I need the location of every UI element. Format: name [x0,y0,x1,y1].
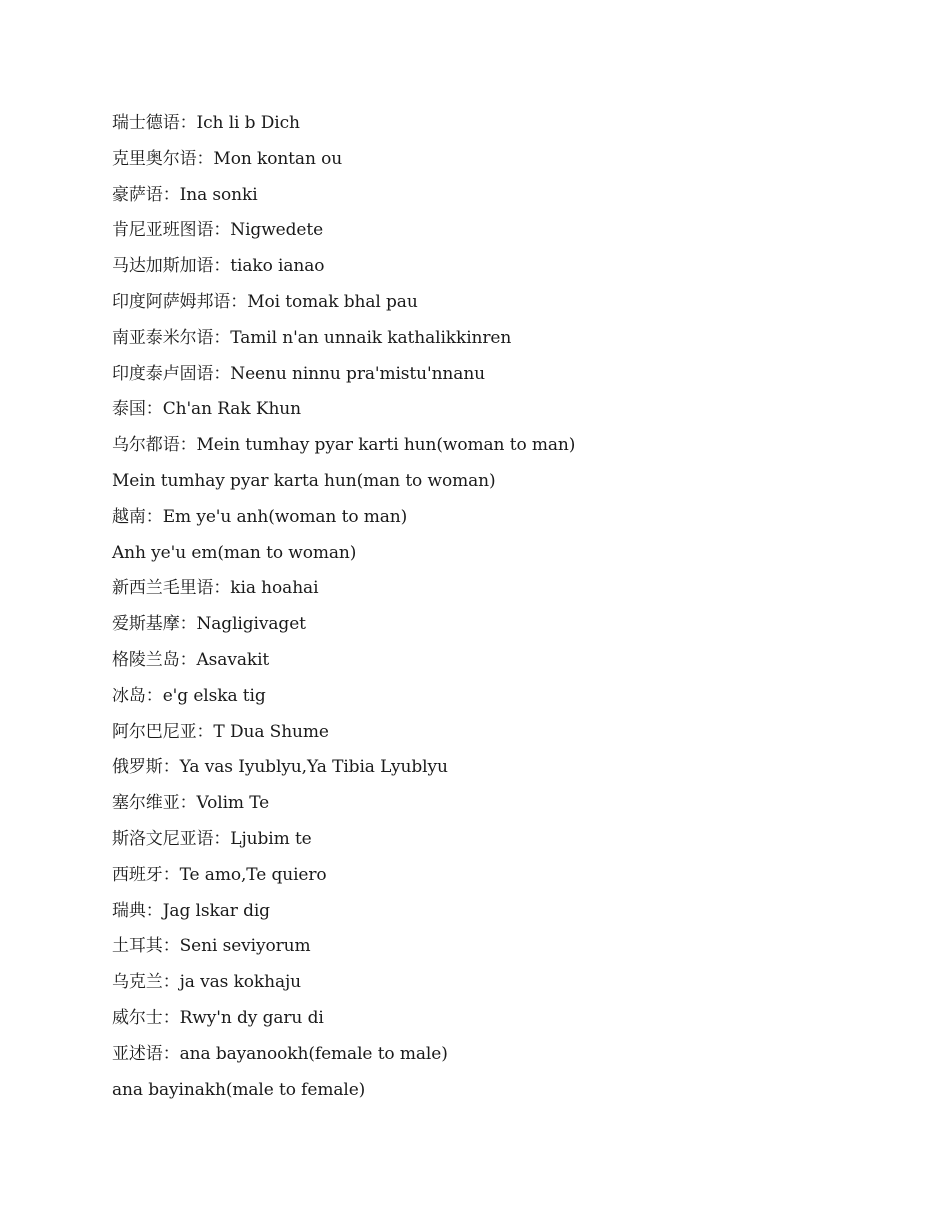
text-line-albania: 阿尔巴尼亚：T Dua Shume [112,721,329,742]
text-line-ukraine: 乌克兰：ja vas kokhaju [112,972,302,993]
text-line-creole: 克里奥尔语：Mon kontan ou [112,148,343,169]
text-line-iceland: 冰岛：e'g elska tig [112,685,266,706]
text-line-greenland: 格陵兰岛：Asavakit [112,649,270,670]
document-body [112,106,872,1108]
text-line-malagasy: 马达加斯加语：tiako ianao [112,256,325,277]
text-line-assamese: 印度阿萨姆邦语：Moi tomak bhal pau [112,291,418,312]
text-line-slovenian: 斯洛文尼亚语：Ljubim te [112,828,312,849]
text-line-sweden: 瑞典：Jag lskar dig [112,900,270,921]
text-line-swiss-german: 瑞士德语：Ich li b Dich [112,113,300,133]
text-line-tamil: 南亚泰米尔语：Tamil n'an unnaik kathalikkinren [112,327,512,348]
text-line-turkey: 土耳其：Seni seviyorum [112,936,311,957]
text-line-serbia: 塞尔维亚：Volim Te [112,793,270,814]
text-line-eskimo: 爱斯基摩：Nagligivaget [112,614,306,635]
text-line-kenyan-bantu: 肯尼亚班图语：Nigwedete [112,220,324,241]
text-line-thai: 泰国：Ch'an Rak Khun [112,399,301,420]
text-line-vietnamese-continued: Anh ye'u em(man to woman) [112,542,357,563]
text-line-spain: 西班牙：Te amo,Te quiero [112,864,327,885]
text-line-hausa: 豪萨语：Ina sonki [112,184,258,205]
text-line-telugu: 印度泰卢固语：Neenu ninnu pra'mistu'nnanu [112,363,486,384]
text-line-assyrian-continued: ana bayinakh(male to female) [112,1079,366,1100]
text-line-urdu-continued: Mein tumhay pyar karta hun(man to woman) [112,470,496,491]
text-line-wales: 威尔士：Rwy'n dy garu di [112,1007,324,1028]
text-line-russia: 俄罗斯：Ya vas Iyublyu,Ya Tibia Lyublyu [112,757,448,778]
text-line-maori: 新西兰毛里语：kia hoahai [112,578,319,599]
text-line-urdu: 乌尔都语：Mein tumhay pyar karti hun(woman to man) [112,435,576,456]
text-line-assyrian: 亚述语：ana bayanookh(female to male) [112,1043,448,1064]
text-line-vietnamese: 越南：Em ye'u anh(woman to man) [112,506,408,527]
